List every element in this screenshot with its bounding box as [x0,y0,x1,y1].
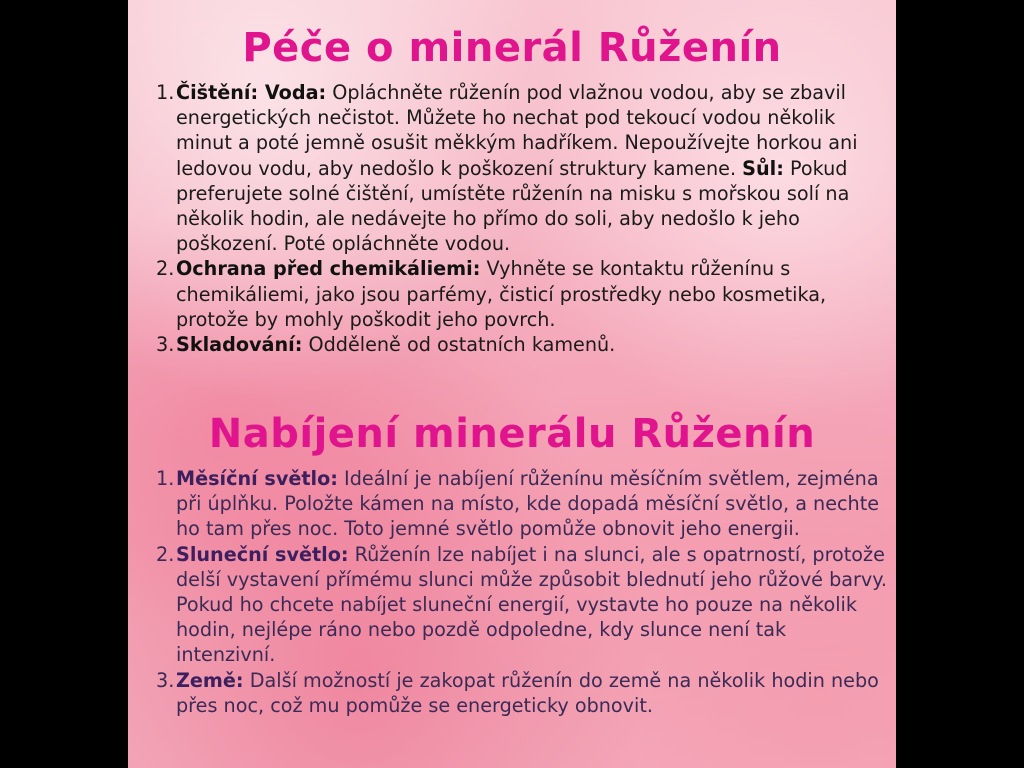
charging-title: Nabíjení minerálu Růženín [208,411,816,457]
list-item-chemicals [156,256,888,332]
text-chemicals: Vyhněte se kontaktu růženínu s chemikáliemi, jako jsou parfémy, čisticí prostředky nebo kosmetika, protože by mohly poškodit jeho povrch. [176,257,827,331]
care-infographic [128,0,896,768]
text-earth: Další možností je zakopat růženín do země na několik hodin nebo přes noc, což mu pomůže se energeticky obnovit. [176,668,879,717]
list-number: 2. [156,257,175,281]
text-storage: Odděleně od ostatních kamenů. [302,333,616,357]
list-number: 1. [156,81,175,104]
label-salt: Sůl: [742,156,784,180]
label-storage: Skladování: [176,333,303,357]
list-number: 2. [156,542,175,566]
care-list [128,80,888,357]
list-item-moonlight [156,466,888,542]
list-item-storage [156,332,888,357]
label-chemicals: Ochrana před chemikáliemi: [176,257,481,281]
text-cleaning-water: Opláchněte růženín pod vlažnou vodou, aby se zbavil energetických nečistot. Můžete ho nechat pod tekoucí vodou několik minut a poté jemně osušit měkkým hadříkem. Nepoužívejte horkou ani ledovou vodu, aby nedošlo k poškození struktury kamene. [176,81,858,180]
text-salt: Pokud preferujete solné čištění, umístěte růženín na misku s mořskou solí na několik hodin, ale nedávejte ho přímo do soli, aby nedošlo k jeho poškození. Poté opláchněte vodou. [176,156,850,256]
care-title: Péče o minerál Růženín [242,25,782,71]
label-moonlight: Měsíční světlo: [176,467,338,490]
list-number: 3. [156,668,175,692]
label-cleaning-water: Čištění: Voda: [176,81,327,104]
list-number: 3. [156,333,175,357]
label-sunlight: Sluneční světlo: [176,542,349,566]
label-earth: Země: [176,668,244,692]
charging-section [128,408,896,718]
list-item-sunlight [156,542,888,668]
care-section [128,22,896,357]
list-item-cleaning [156,80,888,256]
text-sunlight: Růženín lze nabíjet i na slunci, ale s opatrností, protože delší vystavení přímému slunci může způsobit blednutí jeho růžové barvy. Pokud ho chcete nabíjet sluneční energií, vystavte ho pouze na několik hodin, nejlépe ráno nebo pozdě odpoledne, kdy slunce není tak intenzivní. [176,542,887,667]
list-item-earth [156,668,888,718]
charging-list [128,466,888,718]
text-moonlight: Ideální je nabíjení růženínu měsíčním světlem, zejména při úplňku. Položte kámen na místo, kde dopadá měsíční světlo, a nechte ho tam přes noc. Toto jemné světlo pomůže obnovit jeho energii. [176,467,880,541]
list-number: 1. [156,467,175,490]
